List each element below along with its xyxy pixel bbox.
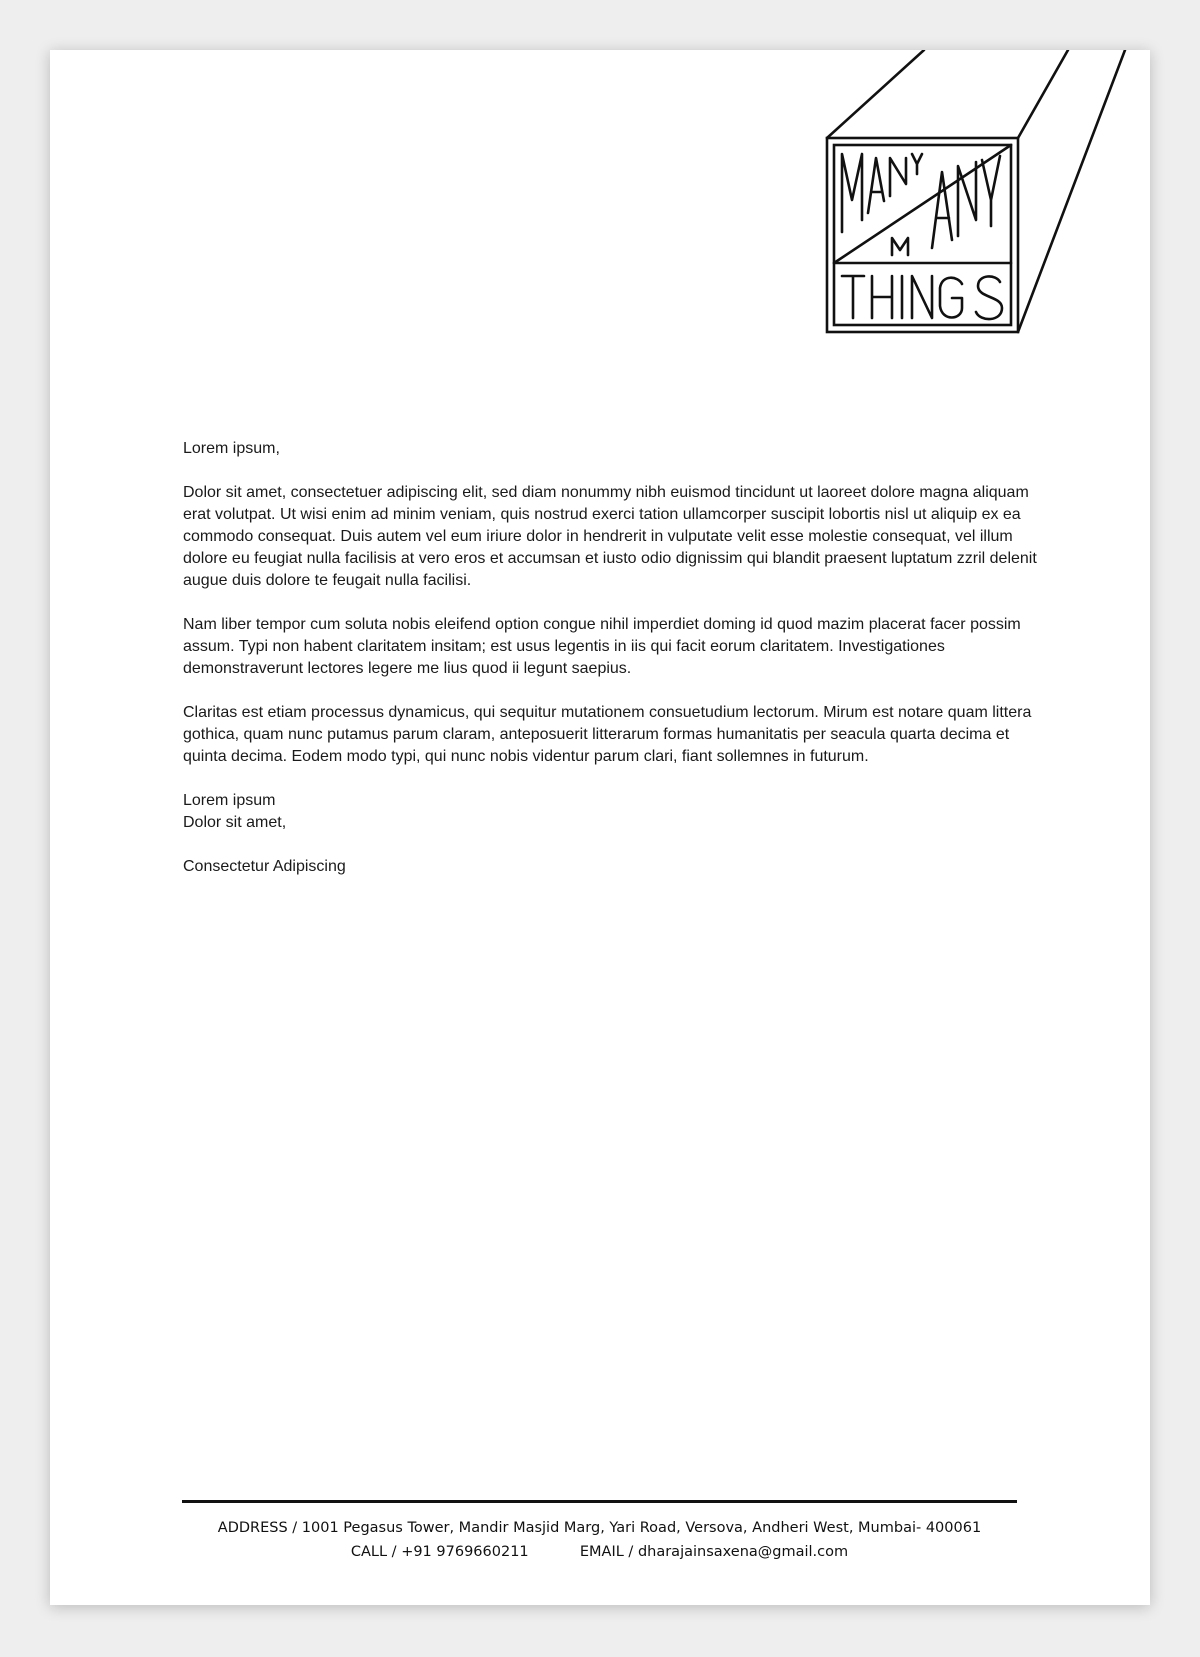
signature: Consectetur Adipiscing — [183, 858, 346, 875]
letter-body — [183, 438, 1043, 900]
email-address[interactable]: dharajainsaxena@gmail.com — [637, 1544, 849, 1560]
footer-contact-row — [182, 1540, 1017, 1564]
footer-divider — [182, 1500, 1017, 1503]
address-text: 1001 Pegasus Tower, Mandir Masjid Marg, Yari Road, Versova, Andheri West, Mumbai- 400061 — [301, 1520, 982, 1536]
paragraph-2: Nam liber tempor cum soluta nobis eleifend option congue nihil imperdiet doming id quod mazim placerat facer possim assum. Typi non habent claritatem insitam; est usus legentis in iis qui facit eorum claritatem. Investigationes demonstraverunt lectores legere me lius quod ii legunt saepius. — [183, 616, 1021, 677]
salutation: Lorem ipsum, — [183, 440, 280, 457]
footer-address-row — [182, 1516, 1017, 1540]
paragraph-1: Dolor sit amet, consectetuer adipiscing elit, sed diam nonummy nibh euismod tincidunt ut laoreet dolore magna aliquam erat volutpat. Ut wisi enim ad minim veniam, quis nostrud exerci tation ullamcorper suscipit lobortis nisl ut aliquip ex ea commodo consequat. Duis autem vel eum iriure dolor in hendrerit in vulputate velit esse molestie consequat, vel illum dolore eu feugiat nulla facilisis at vero eros et accumsan et iusto odio dignissim qui blandit praesent luptatum zzril delenit augue duis dolore te feugait nulla facilisi. — [183, 484, 1037, 589]
closing-line-1: Lorem ipsum — [183, 792, 276, 809]
closing-line-2: Dolor sit amet, — [183, 814, 287, 831]
phone-number[interactable]: +91 9769660211 — [401, 1544, 529, 1560]
paragraph-3: Claritas est etiam processus dynamicus, qui sequitur mutationem consuetudium lectorum. Mirum est notare quam littera gothica, quam nunc putamus parum claram, anteposuerit litterarum formas humanitatis per seacula quarta decima et quinta decima. Eodem modo typi, qui nunc nobis videntur parum clari, fiant sollemnes in futurum. — [183, 704, 1032, 765]
letterhead-page — [50, 50, 1150, 1605]
many-many-things-logo — [820, 50, 1150, 350]
email-label: EMAIL / — [579, 1544, 634, 1560]
call-label: CALL / — [350, 1544, 397, 1560]
closing — [183, 790, 1043, 834]
address-label: ADDRESS / — [217, 1520, 298, 1536]
footer-contact — [182, 1516, 1017, 1564]
